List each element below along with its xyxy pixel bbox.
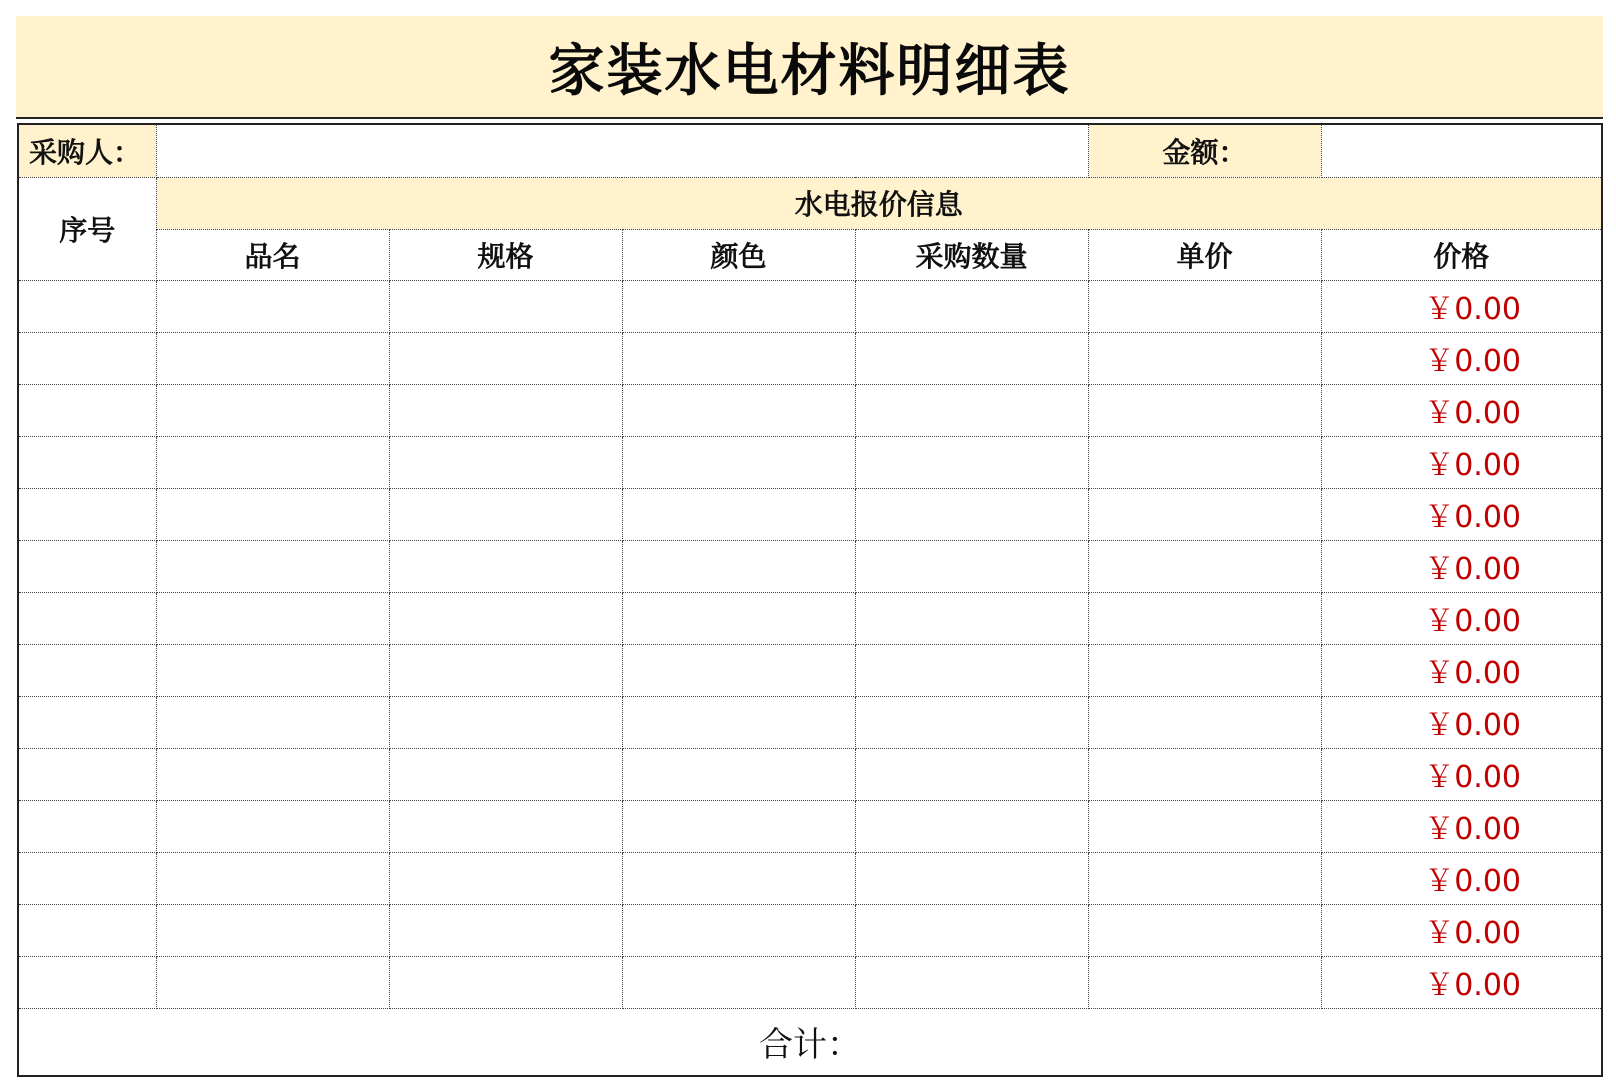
seq-cell[interactable] <box>19 904 156 956</box>
group-header-row <box>19 177 1601 229</box>
seq-cell[interactable] <box>19 540 156 592</box>
seq-cell[interactable] <box>19 696 156 748</box>
name-cell[interactable] <box>156 488 389 540</box>
name-cell[interactable] <box>156 956 389 1008</box>
name-cell[interactable] <box>156 696 389 748</box>
qty-cell[interactable] <box>855 904 1088 956</box>
price-cell[interactable]: ￥0.00 <box>1321 592 1601 644</box>
spec-cell[interactable] <box>389 280 622 332</box>
price-cell[interactable]: ￥0.00 <box>1321 488 1601 540</box>
seq-header: 序号 <box>19 177 156 280</box>
spec-cell[interactable] <box>389 852 622 904</box>
name-cell[interactable] <box>156 904 389 956</box>
qty-cell[interactable] <box>855 748 1088 800</box>
spec-cell[interactable] <box>389 644 622 696</box>
qty-cell[interactable] <box>855 332 1088 384</box>
table-row <box>19 644 1601 696</box>
seq-cell[interactable] <box>19 644 156 696</box>
material-sheet <box>17 123 1603 1077</box>
name-cell[interactable] <box>156 644 389 696</box>
table-row <box>19 904 1601 956</box>
table-row <box>19 436 1601 488</box>
table-row <box>19 956 1601 1008</box>
unit-price-cell[interactable] <box>1088 852 1321 904</box>
seq-cell[interactable] <box>19 800 156 852</box>
table-row <box>19 384 1601 436</box>
color-cell[interactable] <box>622 332 855 384</box>
group-header: 水电报价信息 <box>156 177 1601 229</box>
table-row <box>19 592 1601 644</box>
qty-cell[interactable] <box>855 592 1088 644</box>
color-cell[interactable] <box>622 852 855 904</box>
name-cell[interactable] <box>156 592 389 644</box>
name-cell[interactable] <box>156 332 389 384</box>
color-cell[interactable] <box>622 592 855 644</box>
price-cell[interactable]: ￥0.00 <box>1321 540 1601 592</box>
seq-cell[interactable] <box>19 436 156 488</box>
table-row <box>19 800 1601 852</box>
spec-cell[interactable] <box>389 956 622 1008</box>
qty-cell[interactable] <box>855 956 1088 1008</box>
total-label: 合计： <box>19 1008 1601 1075</box>
name-cell[interactable] <box>156 384 389 436</box>
qty-cell[interactable] <box>855 280 1088 332</box>
color-cell[interactable] <box>622 696 855 748</box>
qty-cell[interactable] <box>855 540 1088 592</box>
name-cell[interactable] <box>156 748 389 800</box>
unit-price-cell[interactable] <box>1088 332 1321 384</box>
unit-price-cell[interactable] <box>1088 384 1321 436</box>
unit-price-cell[interactable] <box>1088 644 1321 696</box>
unit-price-cell[interactable] <box>1088 280 1321 332</box>
amount-value-cell[interactable] <box>1321 125 1601 177</box>
seq-cell[interactable] <box>19 280 156 332</box>
unit-price-cell[interactable] <box>1088 436 1321 488</box>
seq-cell[interactable] <box>19 748 156 800</box>
qty-cell[interactable] <box>855 384 1088 436</box>
name-cell[interactable] <box>156 436 389 488</box>
spec-cell[interactable] <box>389 904 622 956</box>
seq-cell[interactable] <box>19 852 156 904</box>
table-row <box>19 332 1601 384</box>
price-cell[interactable]: ￥0.00 <box>1321 956 1601 1008</box>
title-band <box>16 16 1603 119</box>
unit-price-cell[interactable] <box>1088 540 1321 592</box>
seq-cell[interactable] <box>19 332 156 384</box>
color-cell[interactable] <box>622 488 855 540</box>
spec-cell[interactable] <box>389 592 622 644</box>
spec-cell[interactable] <box>389 436 622 488</box>
unit-price-cell[interactable] <box>1088 592 1321 644</box>
amount-label: 金额： <box>1088 125 1321 177</box>
price-cell[interactable]: ￥0.00 <box>1321 280 1601 332</box>
color-cell[interactable] <box>622 904 855 956</box>
price-cell[interactable]: ￥0.00 <box>1321 852 1601 904</box>
spec-cell[interactable] <box>389 540 622 592</box>
price-cell[interactable]: ￥0.00 <box>1321 332 1601 384</box>
unit-price-cell[interactable] <box>1088 800 1321 852</box>
table-row <box>19 748 1601 800</box>
buyer-label: 采购人： <box>19 125 156 177</box>
color-cell[interactable] <box>622 956 855 1008</box>
spec-cell[interactable] <box>389 800 622 852</box>
col-header-spec: 规格 <box>389 229 622 280</box>
name-cell[interactable] <box>156 852 389 904</box>
col-header-unit-price: 单价 <box>1088 229 1321 280</box>
seq-cell[interactable] <box>19 488 156 540</box>
unit-price-cell[interactable] <box>1088 696 1321 748</box>
price-cell[interactable]: ￥0.00 <box>1321 436 1601 488</box>
table-row <box>19 696 1601 748</box>
qty-cell[interactable] <box>855 852 1088 904</box>
color-cell[interactable] <box>622 280 855 332</box>
unit-price-cell[interactable] <box>1088 956 1321 1008</box>
spec-cell[interactable] <box>389 488 622 540</box>
material-table <box>19 125 1601 1075</box>
info-row <box>19 125 1601 177</box>
qty-cell[interactable] <box>855 800 1088 852</box>
qty-cell[interactable] <box>855 488 1088 540</box>
color-cell[interactable] <box>622 644 855 696</box>
name-cell[interactable] <box>156 280 389 332</box>
name-cell[interactable] <box>156 540 389 592</box>
sheet-title: 家装水电材料明细表 <box>548 38 1071 104</box>
spec-cell[interactable] <box>389 384 622 436</box>
unit-price-cell[interactable] <box>1088 488 1321 540</box>
color-cell[interactable] <box>622 748 855 800</box>
seq-cell[interactable] <box>19 956 156 1008</box>
price-cell[interactable]: ￥0.00 <box>1321 696 1601 748</box>
price-cell[interactable]: ￥0.00 <box>1321 748 1601 800</box>
table-row <box>19 280 1601 332</box>
color-cell[interactable] <box>622 384 855 436</box>
color-cell[interactable] <box>622 436 855 488</box>
total-row <box>19 1008 1601 1075</box>
price-cell[interactable]: ￥0.00 <box>1321 644 1601 696</box>
column-header-row <box>19 229 1601 280</box>
price-cell[interactable]: ￥0.00 <box>1321 800 1601 852</box>
table-row <box>19 540 1601 592</box>
col-header-name: 品名 <box>156 229 389 280</box>
qty-cell[interactable] <box>855 644 1088 696</box>
col-header-price: 价格 <box>1321 229 1601 280</box>
table-row <box>19 488 1601 540</box>
name-cell[interactable] <box>156 800 389 852</box>
col-header-qty: 采购数量 <box>855 229 1088 280</box>
spec-cell[interactable] <box>389 748 622 800</box>
price-cell[interactable]: ￥0.00 <box>1321 384 1601 436</box>
seq-cell[interactable] <box>19 592 156 644</box>
buyer-value-cell[interactable] <box>156 125 1088 177</box>
color-cell[interactable] <box>622 540 855 592</box>
seq-cell[interactable] <box>19 384 156 436</box>
col-header-color: 颜色 <box>622 229 855 280</box>
price-cell[interactable]: ￥0.00 <box>1321 904 1601 956</box>
color-cell[interactable] <box>622 800 855 852</box>
table-row <box>19 852 1601 904</box>
qty-cell[interactable] <box>855 436 1088 488</box>
unit-price-cell[interactable] <box>1088 748 1321 800</box>
spec-cell[interactable] <box>389 332 622 384</box>
qty-cell[interactable] <box>855 696 1088 748</box>
spec-cell[interactable] <box>389 696 622 748</box>
unit-price-cell[interactable] <box>1088 904 1321 956</box>
